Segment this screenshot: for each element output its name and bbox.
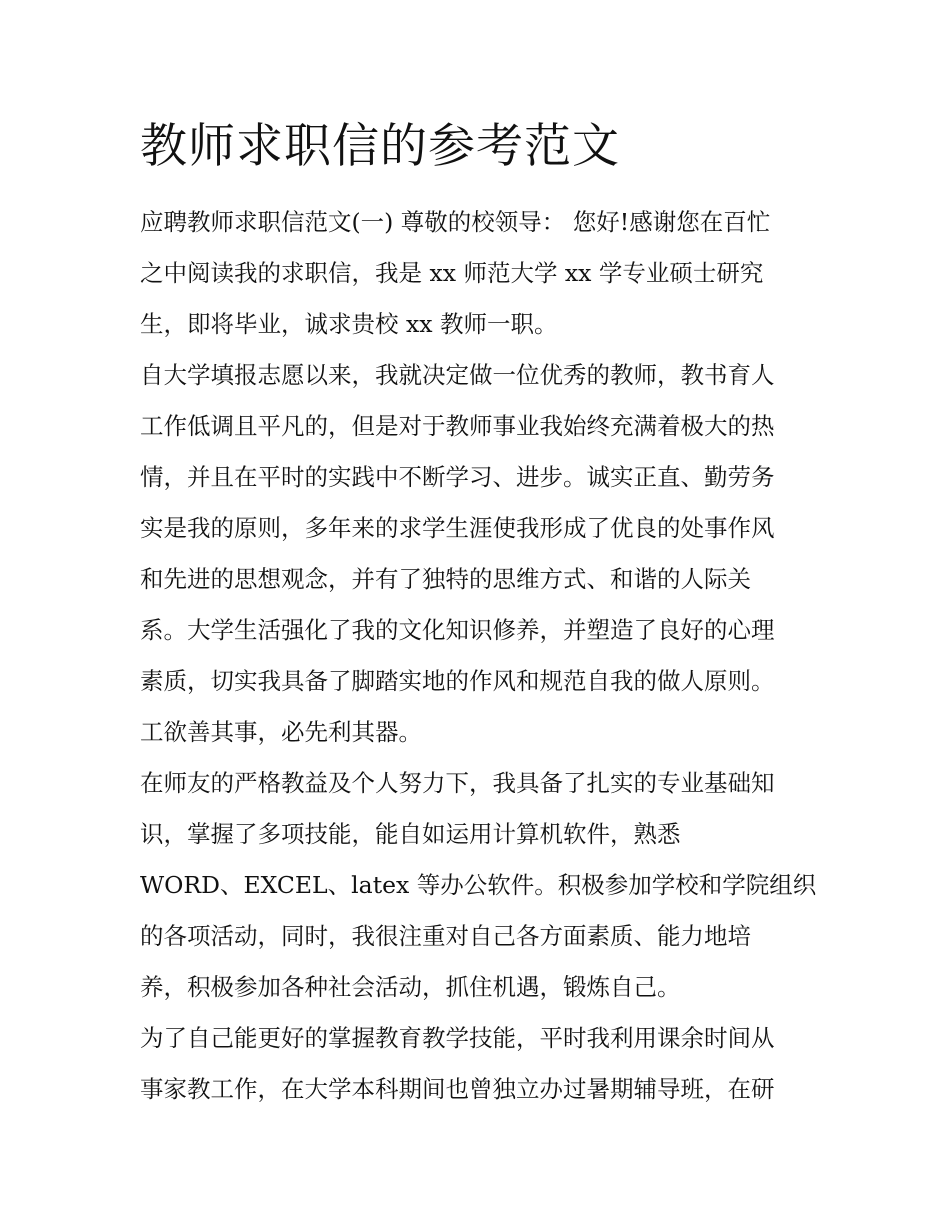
- text-line-12: 在师友的严格教益及个人努力下，我具备了扎实的专业基础知: [140, 769, 775, 797]
- text-line-7: 实是我的原则，多年来的求学生涯使我形成了优良的处事作风: [140, 514, 775, 542]
- text-line-17: 为了自己能更好的掌握教育教学技能，平时我利用课余时间从: [140, 1024, 775, 1052]
- text-line-15: 的各项活动，同时，我很注重对自己各方面素质、能力地培: [140, 922, 751, 950]
- text-line-16: 养，积极参加各种社会活动，抓住机遇，锻炼自己。: [140, 973, 681, 1001]
- text-line-6: 情，并且在平时的实践中不断学习、进步。诚实正直、勤劳务: [140, 463, 775, 491]
- text-line-1: 应聘教师求职信范文(一) 尊敬的校领导： 您好!感谢您在百忙: [140, 208, 771, 236]
- text-line-9: 系。大学生活强化了我的文化知识修养，并塑造了良好的心理: [140, 616, 775, 644]
- text-line-8: 和先进的思想观念，并有了独特的思维方式、和谐的人际关: [140, 565, 751, 593]
- document-title: 教师求职信的参考范文: [140, 119, 620, 174]
- text-line-2: 之中阅读我的求职信，我是 xx 师范大学 xx 学专业硕士研究: [140, 259, 764, 287]
- text-line-4: 自大学填报志愿以来，我就决定做一位优秀的教师，教书育人: [140, 361, 775, 389]
- text-line-10: 素质，切实我具备了脚踏实地的作风和规范自我的做人原则。: [140, 667, 775, 695]
- text-line-13: 识，掌握了多项技能，能自如运用计算机软件，熟悉: [140, 820, 681, 848]
- text-line-14: WORD、EXCEL、latex 等办公软件。积极参加学校和学院组织: [140, 871, 817, 899]
- text-line-18: 事家教工作，在大学本科期间也曾独立办过暑期辅导班，在研: [140, 1075, 775, 1103]
- text-line-3: 生，即将毕业，诚求贵校 xx 教师一职。: [140, 310, 558, 338]
- text-line-11: 工欲善其事，必先利其器。: [140, 718, 422, 746]
- text-line-5: 工作低调且平凡的，但是对于教师事业我始终充满着极大的热: [140, 412, 775, 440]
